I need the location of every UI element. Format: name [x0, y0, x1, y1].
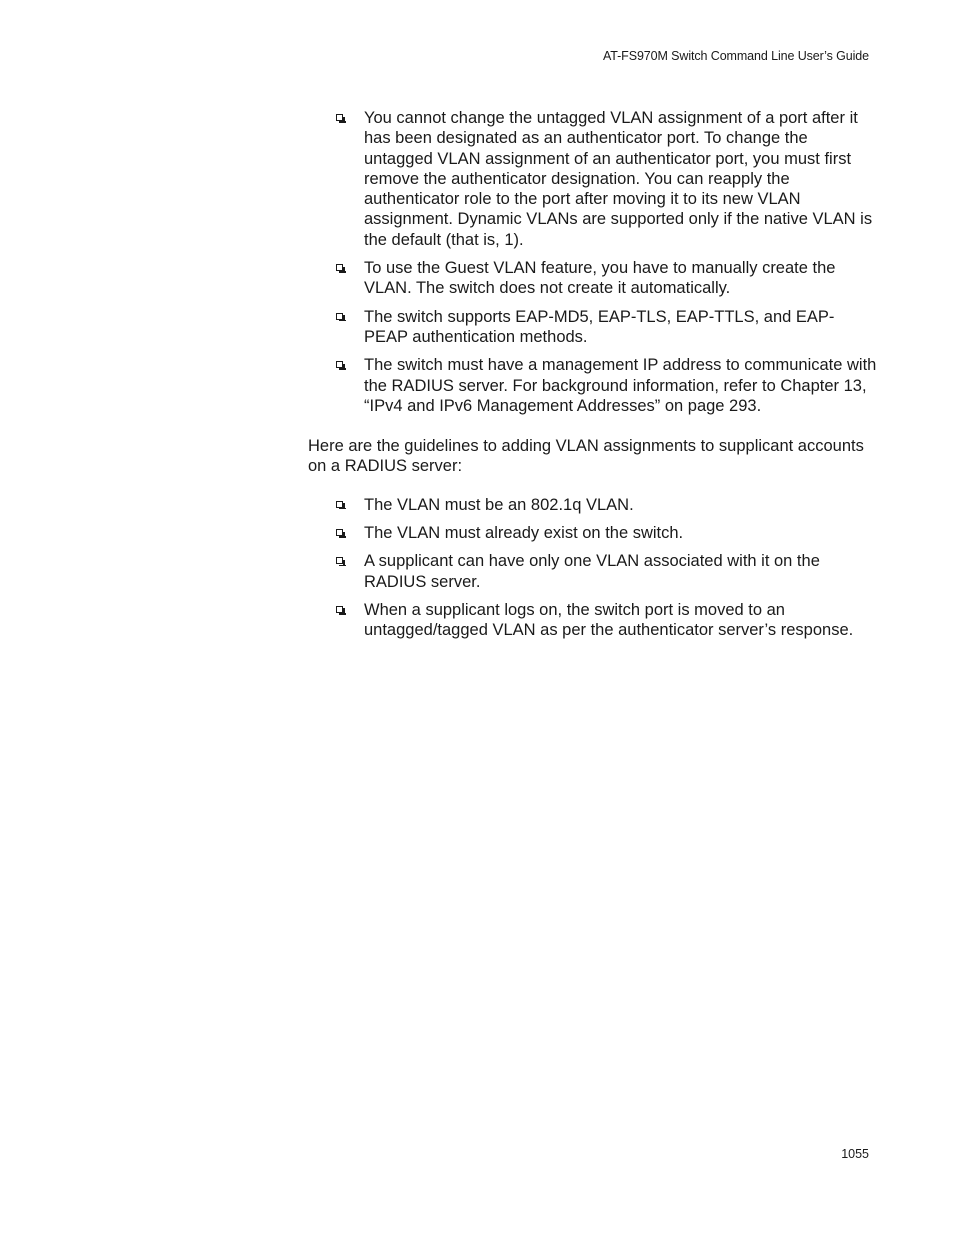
list-item	[336, 108, 878, 250]
checkbox-bullet-icon	[336, 114, 343, 121]
checkbox-bullet-icon	[336, 313, 343, 320]
list-item-text: When a supplicant logs on, the switch port is moved to an untagged/tagged VLAN as per the authenticator server’s response.	[364, 600, 854, 640]
list-item	[336, 600, 878, 641]
body-paragraph: Here are the guidelines to adding VLAN assignments to supplicant accounts on a RADIUS server:	[308, 437, 864, 476]
list-item-text: The VLAN must be an 802.1q VLAN.	[364, 495, 634, 514]
list-item	[336, 495, 878, 515]
list-item-text: The VLAN must already exist on the switch.	[364, 524, 684, 543]
list-item-text: The switch supports EAP-MD5, EAP-TLS, EAP-TTLS, and EAP-PEAP authentication methods.	[364, 307, 835, 346]
checkbox-bullet-icon	[336, 606, 343, 613]
list-item-text: To use the Guest VLAN feature, you have to manually create the VLAN. The switch does not create it automatically.	[364, 259, 836, 298]
list-item	[336, 551, 878, 592]
guidelines-list	[308, 108, 878, 416]
list-item	[336, 523, 878, 543]
page-content	[308, 108, 878, 649]
running-header: AT-FS970M Switch Command Line User’s Guide	[602, 49, 869, 63]
list-item-text: You cannot change the untagged VLAN assignment of a port after it has been designated as an authenticator port. To change the untagged VLAN assignment of an authenticator port, you must first remove the authenticator designation. You can reapply the authenticator role to the port after moving it to its new VLAN assignment. Dynamic VLANs are supported only if the native VLAN is the default (that is, 1).	[364, 109, 873, 249]
checkbox-bullet-icon	[336, 529, 343, 536]
checkbox-bullet-icon	[336, 501, 343, 508]
vlan-guidelines-list	[308, 495, 878, 641]
checkbox-bullet-icon	[336, 557, 343, 564]
checkbox-bullet-icon	[336, 264, 343, 271]
list-item-text: The switch must have a management IP address to communicate with the RADIUS server. For background information, refer to Chapter 13, “IPv4 and IPv6 Management Addresses” on page 293.	[364, 356, 877, 415]
list-item	[336, 355, 878, 416]
checkbox-bullet-icon	[336, 361, 343, 368]
list-item	[336, 307, 878, 348]
list-item	[336, 258, 878, 299]
page-number: 1055	[841, 1147, 869, 1161]
list-item-text: A supplicant can have only one VLAN associated with it on the RADIUS server.	[364, 552, 820, 591]
